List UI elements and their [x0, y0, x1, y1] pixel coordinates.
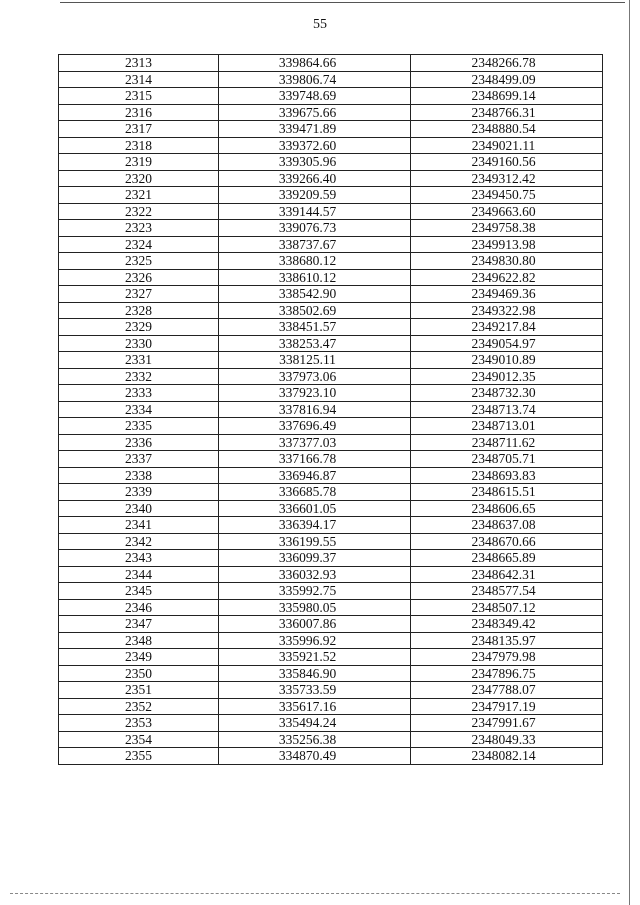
y-coordinate-cell: 2349322.98	[411, 302, 603, 319]
table-row	[59, 352, 603, 369]
y-coordinate-cell: 2347979.98	[411, 649, 603, 666]
point-number-cell: 2343	[59, 550, 219, 567]
table-row	[59, 253, 603, 270]
x-coordinate-cell: 338125.11	[219, 352, 411, 369]
table-row	[59, 566, 603, 583]
x-coordinate-cell: 337973.06	[219, 368, 411, 385]
table-row	[59, 665, 603, 682]
y-coordinate-cell: 2349012.35	[411, 368, 603, 385]
point-number-cell: 2327	[59, 286, 219, 303]
table-row	[59, 467, 603, 484]
point-number-cell: 2335	[59, 418, 219, 435]
table-row	[59, 236, 603, 253]
coordinates-table-body	[59, 55, 603, 765]
y-coordinate-cell: 2349622.82	[411, 269, 603, 286]
point-number-cell: 2348	[59, 632, 219, 649]
x-coordinate-cell: 337816.94	[219, 401, 411, 418]
y-coordinate-cell: 2348642.31	[411, 566, 603, 583]
point-number-cell: 2354	[59, 731, 219, 748]
y-coordinate-cell: 2349160.56	[411, 154, 603, 171]
y-coordinate-cell: 2349663.60	[411, 203, 603, 220]
x-coordinate-cell: 339076.73	[219, 220, 411, 237]
point-number-cell: 2342	[59, 533, 219, 550]
y-coordinate-cell: 2349913.98	[411, 236, 603, 253]
table-row	[59, 220, 603, 237]
x-coordinate-cell: 338680.12	[219, 253, 411, 270]
y-coordinate-cell: 2348577.54	[411, 583, 603, 600]
x-coordinate-cell: 336685.78	[219, 484, 411, 501]
table-row	[59, 335, 603, 352]
x-coordinate-cell: 339806.74	[219, 71, 411, 88]
x-coordinate-cell: 335617.16	[219, 698, 411, 715]
point-number-cell: 2329	[59, 319, 219, 336]
x-coordinate-cell: 338737.67	[219, 236, 411, 253]
point-number-cell: 2351	[59, 682, 219, 699]
y-coordinate-cell: 2349021.11	[411, 137, 603, 154]
x-coordinate-cell: 339209.59	[219, 187, 411, 204]
table-row	[59, 286, 603, 303]
x-coordinate-cell: 335494.24	[219, 715, 411, 732]
y-coordinate-cell: 2349830.80	[411, 253, 603, 270]
x-coordinate-cell: 335996.92	[219, 632, 411, 649]
x-coordinate-cell: 336199.55	[219, 533, 411, 550]
x-coordinate-cell: 339144.57	[219, 203, 411, 220]
y-coordinate-cell: 2349010.89	[411, 352, 603, 369]
point-number-cell: 2339	[59, 484, 219, 501]
y-coordinate-cell: 2348049.33	[411, 731, 603, 748]
point-number-cell: 2316	[59, 104, 219, 121]
y-coordinate-cell: 2349217.84	[411, 319, 603, 336]
y-coordinate-cell: 2348670.66	[411, 533, 603, 550]
x-coordinate-cell: 338253.47	[219, 335, 411, 352]
table-row	[59, 715, 603, 732]
y-coordinate-cell: 2348665.89	[411, 550, 603, 567]
y-coordinate-cell: 2348349.42	[411, 616, 603, 633]
x-coordinate-cell: 337166.78	[219, 451, 411, 468]
table-row	[59, 616, 603, 633]
y-coordinate-cell: 2348766.31	[411, 104, 603, 121]
x-coordinate-cell: 338610.12	[219, 269, 411, 286]
y-coordinate-cell: 2348135.97	[411, 632, 603, 649]
table-row	[59, 401, 603, 418]
point-number-cell: 2344	[59, 566, 219, 583]
point-number-cell: 2336	[59, 434, 219, 451]
x-coordinate-cell: 334870.49	[219, 748, 411, 765]
y-coordinate-cell: 2348713.74	[411, 401, 603, 418]
x-coordinate-cell: 335846.90	[219, 665, 411, 682]
table-row	[59, 451, 603, 468]
table-row	[59, 302, 603, 319]
point-number-cell: 2338	[59, 467, 219, 484]
table-row	[59, 698, 603, 715]
x-coordinate-cell: 336007.86	[219, 616, 411, 633]
y-coordinate-cell: 2348499.09	[411, 71, 603, 88]
table-row	[59, 203, 603, 220]
table-row	[59, 170, 603, 187]
x-coordinate-cell: 336601.05	[219, 500, 411, 517]
point-number-cell: 2326	[59, 269, 219, 286]
point-number-cell: 2323	[59, 220, 219, 237]
x-coordinate-cell: 338451.57	[219, 319, 411, 336]
x-coordinate-cell: 335980.05	[219, 599, 411, 616]
coordinates-table	[58, 54, 603, 765]
table-row	[59, 550, 603, 567]
point-number-cell: 2334	[59, 401, 219, 418]
table-row	[59, 88, 603, 105]
x-coordinate-cell: 336032.93	[219, 566, 411, 583]
y-coordinate-cell: 2348699.14	[411, 88, 603, 105]
y-coordinate-cell: 2348082.14	[411, 748, 603, 765]
table-row	[59, 682, 603, 699]
y-coordinate-cell: 2347917.19	[411, 698, 603, 715]
table-row	[59, 583, 603, 600]
point-number-cell: 2332	[59, 368, 219, 385]
point-number-cell: 2314	[59, 71, 219, 88]
x-coordinate-cell: 339372.60	[219, 137, 411, 154]
table-row	[59, 269, 603, 286]
scan-border-bottom	[10, 893, 620, 895]
scan-border-right	[629, 0, 630, 905]
y-coordinate-cell: 2347991.67	[411, 715, 603, 732]
y-coordinate-cell: 2347896.75	[411, 665, 603, 682]
y-coordinate-cell: 2348266.78	[411, 55, 603, 72]
table-row	[59, 368, 603, 385]
point-number-cell: 2322	[59, 203, 219, 220]
point-number-cell: 2349	[59, 649, 219, 666]
y-coordinate-cell: 2348711.62	[411, 434, 603, 451]
y-coordinate-cell: 2347788.07	[411, 682, 603, 699]
y-coordinate-cell: 2348732.30	[411, 385, 603, 402]
point-number-cell: 2318	[59, 137, 219, 154]
point-number-cell: 2346	[59, 599, 219, 616]
point-number-cell: 2345	[59, 583, 219, 600]
point-number-cell: 2325	[59, 253, 219, 270]
table-row	[59, 104, 603, 121]
x-coordinate-cell: 336099.37	[219, 550, 411, 567]
point-number-cell: 2340	[59, 500, 219, 517]
table-row	[59, 385, 603, 402]
table-row	[59, 71, 603, 88]
point-number-cell: 2350	[59, 665, 219, 682]
x-coordinate-cell: 339305.96	[219, 154, 411, 171]
y-coordinate-cell: 2349758.38	[411, 220, 603, 237]
point-number-cell: 2341	[59, 517, 219, 534]
point-number-cell: 2330	[59, 335, 219, 352]
point-number-cell: 2328	[59, 302, 219, 319]
table-row	[59, 319, 603, 336]
table-row	[59, 434, 603, 451]
table-row	[59, 517, 603, 534]
x-coordinate-cell: 336394.17	[219, 517, 411, 534]
table-row	[59, 649, 603, 666]
table-row	[59, 632, 603, 649]
x-coordinate-cell: 339748.69	[219, 88, 411, 105]
x-coordinate-cell: 337923.10	[219, 385, 411, 402]
x-coordinate-cell: 335921.52	[219, 649, 411, 666]
x-coordinate-cell: 335733.59	[219, 682, 411, 699]
table-row	[59, 418, 603, 435]
y-coordinate-cell: 2348637.08	[411, 517, 603, 534]
table-row	[59, 748, 603, 765]
point-number-cell: 2324	[59, 236, 219, 253]
x-coordinate-cell: 335992.75	[219, 583, 411, 600]
y-coordinate-cell: 2349450.75	[411, 187, 603, 204]
point-number-cell: 2337	[59, 451, 219, 468]
y-coordinate-cell: 2348705.71	[411, 451, 603, 468]
y-coordinate-cell: 2349054.97	[411, 335, 603, 352]
x-coordinate-cell: 338502.69	[219, 302, 411, 319]
point-number-cell: 2321	[59, 187, 219, 204]
y-coordinate-cell: 2348880.54	[411, 121, 603, 138]
y-coordinate-cell: 2348507.12	[411, 599, 603, 616]
x-coordinate-cell: 338542.90	[219, 286, 411, 303]
x-coordinate-cell: 335256.38	[219, 731, 411, 748]
table-row	[59, 137, 603, 154]
table-row	[59, 500, 603, 517]
x-coordinate-cell: 339471.89	[219, 121, 411, 138]
page-number: 55	[313, 17, 327, 32]
table-row	[59, 187, 603, 204]
point-number-cell: 2347	[59, 616, 219, 633]
point-number-cell: 2352	[59, 698, 219, 715]
x-coordinate-cell: 339864.66	[219, 55, 411, 72]
table-row	[59, 121, 603, 138]
x-coordinate-cell: 339266.40	[219, 170, 411, 187]
y-coordinate-cell: 2349469.36	[411, 286, 603, 303]
x-coordinate-cell: 336946.87	[219, 467, 411, 484]
point-number-cell: 2331	[59, 352, 219, 369]
table-row	[59, 731, 603, 748]
point-number-cell: 2313	[59, 55, 219, 72]
point-number-cell: 2317	[59, 121, 219, 138]
scan-border-top	[60, 2, 625, 3]
x-coordinate-cell: 337377.03	[219, 434, 411, 451]
y-coordinate-cell: 2348606.65	[411, 500, 603, 517]
x-coordinate-cell: 339675.66	[219, 104, 411, 121]
x-coordinate-cell: 337696.49	[219, 418, 411, 435]
point-number-cell: 2319	[59, 154, 219, 171]
y-coordinate-cell: 2348713.01	[411, 418, 603, 435]
point-number-cell: 2333	[59, 385, 219, 402]
table-row	[59, 533, 603, 550]
table-row	[59, 484, 603, 501]
table-row	[59, 154, 603, 171]
point-number-cell: 2355	[59, 748, 219, 765]
y-coordinate-cell: 2348693.83	[411, 467, 603, 484]
point-number-cell: 2353	[59, 715, 219, 732]
y-coordinate-cell: 2349312.42	[411, 170, 603, 187]
point-number-cell: 2315	[59, 88, 219, 105]
y-coordinate-cell: 2348615.51	[411, 484, 603, 501]
table-row	[59, 55, 603, 72]
table-row	[59, 599, 603, 616]
point-number-cell: 2320	[59, 170, 219, 187]
